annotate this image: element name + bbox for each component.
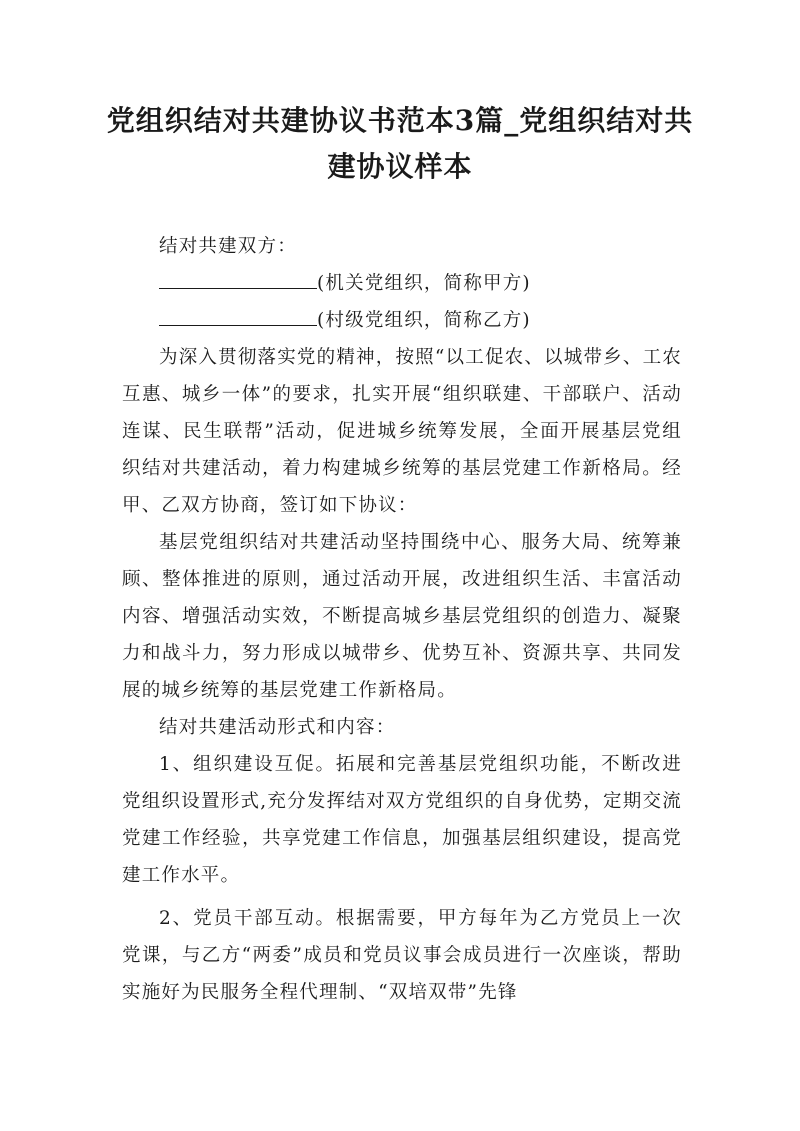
- party-b-blank: [159, 303, 317, 326]
- paragraph-intro: 为深入贯彻落实党的精神，按照“以工促农、以城带乡、工农互惠、城乡一体”的要求，扎实开展“组织联建、干部联户、活动连谋、民生联帮”活动，促进城乡统筹发展，全面开展基层党组织结对共建活动，着力构建城乡统筹的基层党建工作新格局。经甲、乙双方协商，签订如下协议：: [122, 347, 682, 516]
- paragraph-forms-heading: 结对共建活动形式和内容：: [159, 717, 396, 738]
- party-b-line: [122, 302, 682, 339]
- party-b-text: (村级党组织，简称乙方): [317, 310, 531, 331]
- parties-label: 结对共建双方：: [159, 236, 297, 257]
- paragraph-item-2: 2、党员干部互动。根据需要，甲方每年为乙方党员上一次党课，与乙方“两委”成员和党员议事会成员进行一次座谈，帮助实施好为民服务全程代理制、“双培双带”先锋: [122, 908, 682, 1003]
- party-a-blank: [159, 266, 317, 289]
- party-a-text: (机关党组织，简称甲方): [317, 273, 531, 294]
- document-body: [122, 228, 682, 1011]
- document-title: 党组织结对共建协议书范本3篇_党组织结对共建协议样本: [106, 104, 694, 183]
- paragraph-item-1: 1、组织建设互促。拓展和完善基层党组织功能，不断改进党组织设置形式,充分发挥结对双方党组织的自身优势，定期交流党建工作经验，共享党建工作信息，加强基层组织建设，提高党建工作水平。: [122, 754, 682, 886]
- party-a-line: [122, 265, 682, 302]
- paragraph-principle: 基层党组织结对共建活动坚持围绕中心、服务大局、统筹兼顾、整体推进的原则，通过活动开展，改进组织生活、丰富活动内容、增强活动实效，不断提高城乡基层党组织的创造力、凝聚力和战斗力，努力形成以城带乡、优势互补、资源共享、共同发展的城乡统筹的基层党建工作新格局。: [122, 532, 682, 701]
